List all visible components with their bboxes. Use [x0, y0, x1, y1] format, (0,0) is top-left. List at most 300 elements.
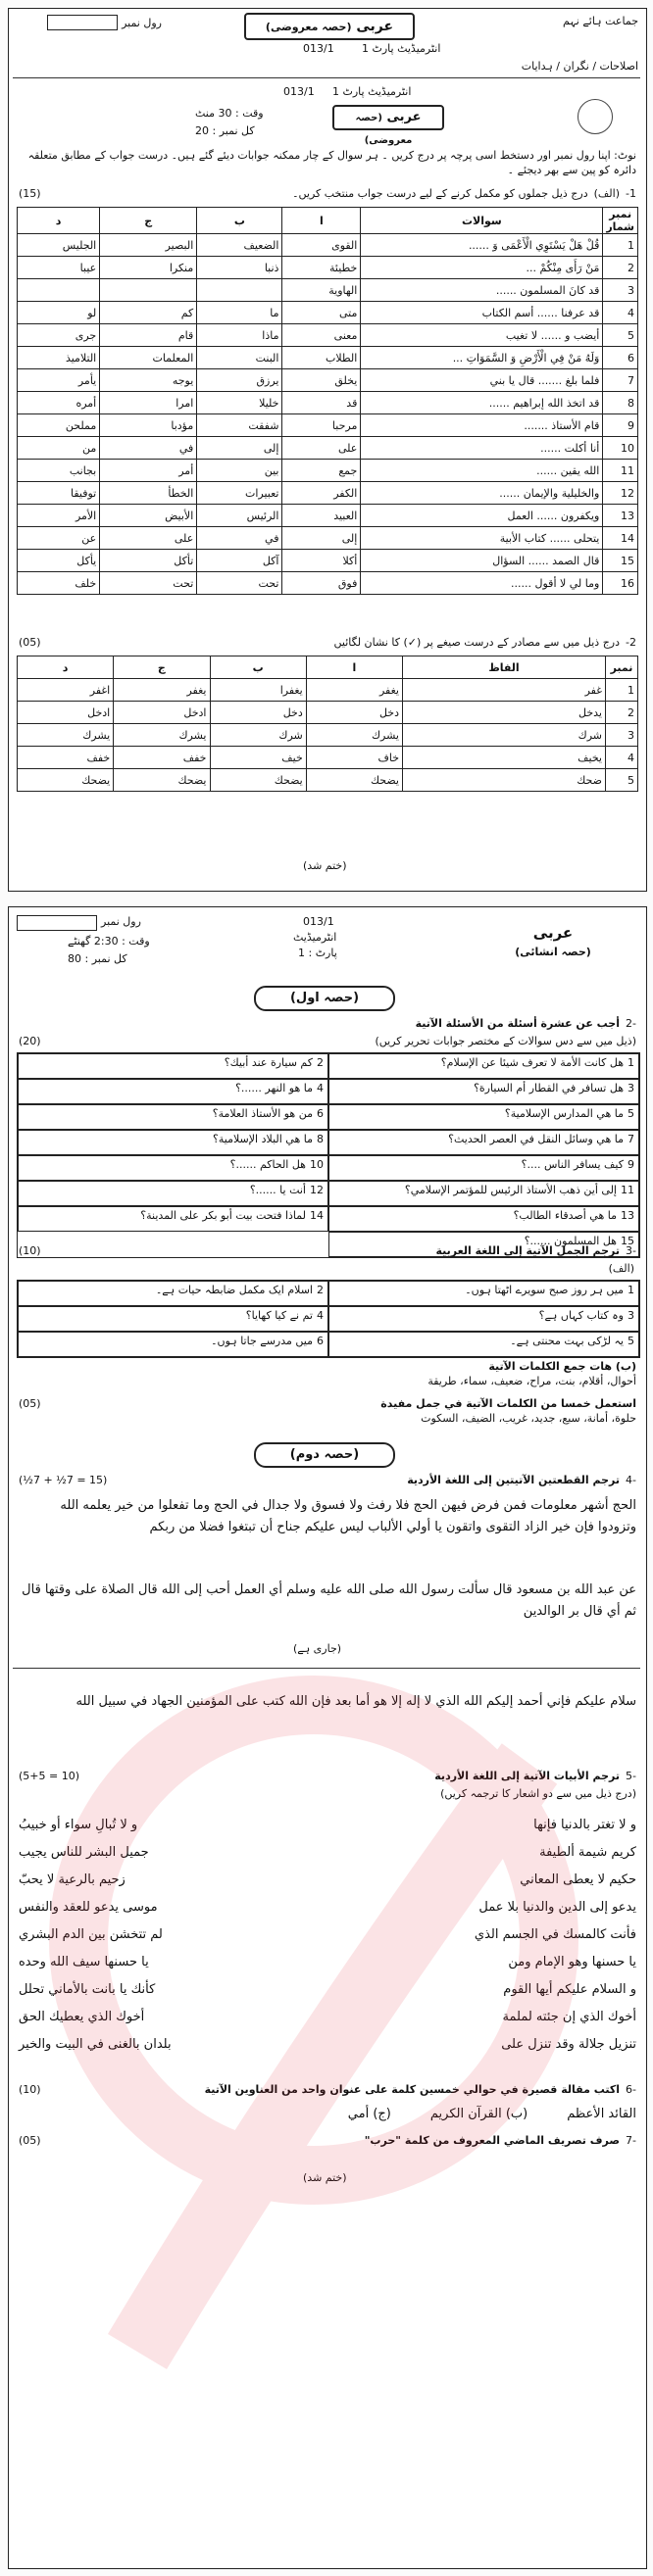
q1-opt-b: شفقت	[197, 414, 282, 437]
question-text: هل المسلمون ......؟	[524, 1235, 617, 1247]
q1-row	[18, 369, 638, 392]
question-number: 8	[317, 1133, 324, 1145]
q1-opt-c: قام	[100, 324, 197, 347]
q1-opt-b: خليلا	[197, 392, 282, 414]
question-text: من هو الأستاذ العلامة؟	[212, 1107, 313, 1120]
q1-opt-b: الضعيف	[197, 234, 282, 257]
q2-word: ضحك	[403, 769, 606, 792]
q2-opt-c: يشرك	[114, 724, 210, 747]
q1-num: 14	[603, 527, 638, 550]
question-text: هل الحاكم ......؟	[229, 1158, 306, 1171]
question-number: 3	[628, 1082, 634, 1094]
sq5-sub: (درج ذیل میں سے دو اشعار کا ترجمہ کریں)	[440, 1787, 636, 1800]
q2-num: 2	[606, 702, 638, 724]
sq6-options: القائد الأعظم (ب) القرآن الكريم (ج) أمي	[347, 2107, 636, 2121]
question-text: میں مدرسے جاتا ہوں۔	[211, 1335, 313, 1347]
q1-opt-b: آكل	[197, 550, 282, 572]
q1-row	[18, 527, 638, 550]
subj-end: (ختم شد)	[303, 2171, 347, 2184]
q1-opt-c: تحت	[100, 572, 197, 595]
q1-num: 8	[603, 392, 638, 414]
q1-opt-a: خطيئة	[282, 257, 361, 279]
q1-opt-b: في	[197, 527, 282, 550]
question-item	[18, 1079, 328, 1104]
q2-num: 5	[606, 769, 638, 792]
q1-question: الله يقين ......	[361, 460, 603, 482]
q1-opt-c: يوجه	[100, 369, 197, 392]
sq2-sub: (ذیل میں سے دس سوالات کے مختصر جوابات تحریر کریں) (20)	[19, 1035, 636, 1047]
q2-opt-b: شرك	[210, 724, 306, 747]
q1-opt-a: العبيد	[282, 505, 361, 527]
q1-question: والخليلية والإيمان ......	[361, 482, 603, 505]
question-number: 1	[628, 1284, 634, 1296]
question-item	[18, 1104, 328, 1130]
q1-text: درج ذیل جملوں کو مکمل کرنے کے لیے درست جواب منتخب کریں۔	[292, 187, 588, 200]
q1-row	[18, 347, 638, 369]
poem-verse	[19, 1948, 636, 1975]
sq6-heading: -6 اكتب مقالة قصيرة في حوالي خمسين كلمة على عنوان واحد من العناوين الآتية (10)	[19, 2083, 636, 2096]
sq3c: استعمل خمسا من الكلمات الآتية في جمل مفيدة (05) حلوة، أمانة، سبع، جديد، غريب، الضيف، السكوت	[19, 1397, 636, 1425]
q2-marks: (05)	[19, 636, 41, 649]
q1-opt-c	[100, 279, 197, 302]
q2-opt-a: يضحك	[306, 769, 402, 792]
question-item	[18, 1206, 328, 1232]
q1-opt-a: يخلق	[282, 369, 361, 392]
question-number: 5	[628, 1335, 634, 1347]
q1-opt-a: إلى	[282, 527, 361, 550]
obj-title: عربی (حصہ معروضی)	[332, 105, 444, 130]
q1-opt-c: امرا	[100, 392, 197, 414]
q2-word: يخيف	[403, 747, 606, 769]
part2-title: (حصہ دوم)	[254, 1442, 395, 1468]
obj-time: وقت : 30 منٹ	[195, 107, 264, 120]
subj-roll: رول نمبر	[17, 915, 141, 931]
question-number: 10	[310, 1158, 324, 1171]
q2-opt-c: ادخل	[114, 702, 210, 724]
q1-opt-b: يرزق	[197, 369, 282, 392]
question-item	[18, 1332, 328, 1357]
question-number: 15	[621, 1235, 634, 1247]
question-number: 4	[317, 1082, 324, 1094]
q1-question: قُلْ هَلْ يَسْتَوِي الْأَعْمَى وَ ......	[361, 234, 603, 257]
question-text: میں ہر روز صبح سویرے اٹھتا ہوں۔	[465, 1284, 624, 1296]
q1-question: فلما بلغ ....... قال يا بني	[361, 369, 603, 392]
q1-opt-c: المعلمات	[100, 347, 197, 369]
question-item	[18, 1306, 328, 1332]
q2-opt-a: يغفر	[306, 679, 402, 702]
question-item	[328, 1104, 639, 1130]
q2-opt-d: ادخل	[18, 702, 114, 724]
col-num: نمبر شمار	[603, 208, 638, 234]
q2-word: يدخل	[403, 702, 606, 724]
top-header-roll	[15, 15, 162, 30]
question-text: ما هي المدارس الإسلامية؟	[504, 1107, 624, 1120]
q1-opt-b	[197, 279, 282, 302]
q2-header-row	[18, 656, 638, 679]
q2-word: شرك	[403, 724, 606, 747]
question-text: اسلام ایک مکمل ضابطہ حیات ہے۔	[155, 1284, 313, 1296]
poem-verse	[19, 2003, 636, 2030]
question-number: 1	[628, 1056, 634, 1069]
verse-first-half: فأنت كالمسك في الجسم الذي	[474, 1926, 636, 1942]
q1-opt-c: على	[100, 527, 197, 550]
q2-body	[18, 679, 638, 792]
question-item	[18, 1130, 328, 1155]
question-number: 11	[621, 1184, 634, 1196]
q1-opt-a: الكفر	[282, 482, 361, 505]
sq3b: (ب) هات جمع الكلمات الآتية أحوال، أقلام، بنت، مراح، ضعيف، سماء، طريقة	[427, 1360, 636, 1387]
paper-code: 013/1	[303, 42, 334, 55]
q1-question: وما لي لا أقول ......	[361, 572, 603, 595]
q1-opt-d: خلف	[18, 572, 100, 595]
q2-num: 4	[606, 747, 638, 769]
board-line: جماعت ہائے نہم	[563, 15, 638, 27]
q1-opt-b: ذنبا	[197, 257, 282, 279]
q1-row	[18, 279, 638, 302]
col-a: ا	[282, 208, 361, 234]
question-item	[328, 1155, 639, 1181]
q1-opt-d: مملحن	[18, 414, 100, 437]
q1-opt-a: مرحبا	[282, 414, 361, 437]
question-item	[18, 1155, 328, 1181]
q2-col-num: نمبر	[606, 656, 638, 679]
question-text: كم سيارة عند أبيك؟	[224, 1056, 313, 1069]
q1-question: وَلَهُ مَنْ فِي الْأَرْضِ وَ السَّمَوَاتِ ...	[361, 347, 603, 369]
q1-opt-b: ماذا	[197, 324, 282, 347]
subj-time: وقت : 2:30 گھنٹے	[68, 935, 150, 948]
q1-opt-d: أمره	[18, 392, 100, 414]
sq2-heading: -2 أجب عن عشرة أسئلة من الأسئلة الآتية	[415, 1017, 636, 1030]
q1-row	[18, 234, 638, 257]
poem-verse	[19, 1866, 636, 1893]
q1-row	[18, 414, 638, 437]
q1-question: مَنْ رَأَى مِنْكُمْ ...	[361, 257, 603, 279]
q1-opt-b: بين	[197, 460, 282, 482]
poem-verse	[19, 1811, 636, 1838]
q1-num: 7	[603, 369, 638, 392]
verse-second-half: يا حسنها سيف الله وحده	[19, 1954, 149, 1969]
q1-table	[17, 207, 638, 595]
q2-opt-c: يغفر	[114, 679, 210, 702]
question-number: 6	[317, 1335, 324, 1347]
q1-opt-b: تحت	[197, 572, 282, 595]
q2-col-word: الفاظ	[403, 656, 606, 679]
q1-opt-d: عيبا	[18, 257, 100, 279]
q2-opt-c: خفف	[114, 747, 210, 769]
q1-opt-c: كم	[100, 302, 197, 324]
subj-test: انٹرمیڈیٹ	[293, 931, 337, 944]
q2-row	[18, 769, 638, 792]
q2-num: 3	[606, 724, 638, 747]
question-item	[328, 1079, 639, 1104]
q1-opt-a: قد	[282, 392, 361, 414]
q2-num: 1	[606, 679, 638, 702]
obj-marks: کل نمبر : 20	[195, 124, 255, 137]
question-text: ما هو النهر ......؟	[235, 1082, 313, 1094]
sq4-heading: -4 ترجم القطعتين الآتيتين إلى اللغة الأردية (15 = 7½ + 7½)	[19, 1474, 636, 1486]
poem-verse	[19, 1893, 636, 1920]
q2-opt-a: خاف	[306, 747, 402, 769]
question-text: هل تسافر في القطار أم السيارة؟	[474, 1082, 624, 1094]
obj-note: نوٹ: اپنا رول نمبر اور دستخط اسی پرچہ پر درج کریں ۔ ہر سوال کے چار ممکنہ جوابات دیئے گئے ہیں۔ درست جواب کے مطابق متعلقہ دائرہ کو پین سے بھر دیجئے ۔	[27, 149, 636, 176]
sq3-grid	[17, 1280, 640, 1358]
q2-opt-a: يشرك	[306, 724, 402, 747]
q1-row	[18, 572, 638, 595]
q1-num: 1	[603, 234, 638, 257]
verse-first-half: يا حسنها وهو الإمام ومن	[508, 1954, 636, 1969]
poem-block	[19, 1811, 636, 2058]
q2-row	[18, 747, 638, 769]
question-number: 3	[628, 1309, 634, 1322]
q1-num: 12	[603, 482, 638, 505]
question-text: ما هي البلاد الإسلامية؟	[213, 1133, 313, 1145]
q1-opt-b: البنت	[197, 347, 282, 369]
poem-verse	[19, 2030, 636, 2058]
q2-row	[18, 702, 638, 724]
question-item	[328, 1281, 639, 1306]
q2-opt-b: يغفرا	[210, 679, 306, 702]
q2-label: 2-	[626, 636, 636, 649]
q1-row	[18, 324, 638, 347]
verse-first-half: تنزيل جلالة وقد تنزل على	[501, 2036, 636, 2052]
q1-row	[18, 302, 638, 324]
q1-heading	[19, 187, 636, 200]
obj-code: 013/1	[283, 85, 315, 98]
q2-table	[17, 656, 638, 792]
subject-title: عربی (حصہ معروضی)	[244, 13, 415, 40]
q1-opt-d	[18, 279, 100, 302]
verse-second-half: زحيم بالرعية لا يحبّ	[19, 1871, 126, 1887]
q2-row	[18, 724, 638, 747]
poem-verse	[19, 1975, 636, 2003]
q1-question: أنا أكلت ......	[361, 437, 603, 460]
q1-opt-b: الرئيس	[197, 505, 282, 527]
subj-title: عربی (حصہ انشائی)	[515, 924, 591, 958]
question-number: 2	[317, 1056, 324, 1069]
col-d: د	[18, 208, 100, 234]
question-number: 2	[317, 1284, 324, 1296]
test-name: انٹرمیڈیٹ پارٹ 1	[362, 42, 441, 55]
sq3-heading: -3 ترجم الجمل الآتية إلى اللغة العربية (10)	[19, 1244, 636, 1257]
q1-opt-d: بجانب	[18, 460, 100, 482]
q1-body	[18, 234, 638, 595]
col-b: ب	[197, 208, 282, 234]
q2-col-d: د	[18, 656, 114, 679]
q2-opt-d: اغفر	[18, 679, 114, 702]
obj-end: (ختم شد)	[303, 859, 347, 872]
q1-question: قد كانَ المسلمون ......	[361, 279, 603, 302]
q1-num: 16	[603, 572, 638, 595]
obj-test: انٹرمیڈیٹ پارٹ 1	[332, 85, 412, 98]
verse-second-half: جميل البشر للناس يجيب	[19, 1844, 149, 1860]
question-item	[328, 1206, 639, 1232]
subj-marks: کل نمبر : 80	[68, 952, 127, 965]
q1-opt-a: أكلا	[282, 550, 361, 572]
q1-opt-a: الهاوية	[282, 279, 361, 302]
q2-heading	[19, 636, 636, 649]
question-item	[328, 1130, 639, 1155]
q1-opt-c: منكرا	[100, 257, 197, 279]
verse-second-half: و لا تُبالِ سواء أو خبيبُ	[19, 1817, 138, 1832]
q1-row	[18, 550, 638, 572]
verse-first-half: أخوك الذي إن جئته لملمة	[502, 2009, 636, 2024]
verse-first-half: يدعو إلى الدين والدنيا بلا عمل	[478, 1899, 636, 1915]
q1-row	[18, 460, 638, 482]
q1-question: ويكفرون ...... العمل	[361, 505, 603, 527]
verse-second-half: كأنك يا بانت بالأماني تحلل	[19, 1981, 156, 1997]
verse-first-half: حكيم لا يعطى المعاني	[520, 1871, 636, 1887]
q1-row	[18, 482, 638, 505]
question-item	[18, 1181, 328, 1206]
question-number: 12	[310, 1184, 324, 1196]
q1-opt-d: يأكل	[18, 550, 100, 572]
q1-label: 1-	[626, 187, 636, 200]
question-item	[328, 1181, 639, 1206]
question-text: ما هي أصدقاء الطالب؟	[513, 1209, 617, 1222]
board-seal	[578, 99, 613, 134]
verse-second-half: بلدان بالغنى في البيت والخير	[19, 2036, 172, 2052]
q2-col-c: ج	[114, 656, 210, 679]
q1-question: قد عرفنا ...... أسم الكتاب	[361, 302, 603, 324]
q1-row	[18, 257, 638, 279]
question-text: إلى أين ذهب الأستاذ الرئيس للمؤتمر الإسلامي؟	[404, 1184, 617, 1196]
q1-opt-c: في	[100, 437, 197, 460]
q1-question: قام الأستاذ .......	[361, 414, 603, 437]
q1-opt-d: عن	[18, 527, 100, 550]
sq4-i: الحج أشهر معلومات فمن فرض فيهن الحج فلا رفث ولا فسوق ولا جدال في الحج وما تفعلوا من خير يعلمه الله وتزودوا فإن خير الزاد التقوى واتقون يا أولي الألباب ليس عليكم جناح أن تبتغوا فضلا من ربكم	[60, 1498, 636, 1534]
question-item	[328, 1332, 639, 1357]
q1-opt-b: ما	[197, 302, 282, 324]
roll-label: رول نمبر	[122, 16, 162, 29]
part1-title: (حصہ اول)	[254, 986, 395, 1011]
col-question: سوالات	[361, 208, 603, 234]
q1-opt-b: إلى	[197, 437, 282, 460]
verse-first-half: كريم شيمة ألطيفة	[539, 1844, 636, 1860]
sq2-grid	[17, 1052, 640, 1258]
question-number: 6	[317, 1107, 324, 1120]
q1-opt-a: متى	[282, 302, 361, 324]
q1-num: 9	[603, 414, 638, 437]
q1-opt-d: التلاميذ	[18, 347, 100, 369]
subj-roll-box	[17, 915, 97, 931]
q1-opt-a: القوى	[282, 234, 361, 257]
q2-opt-d: يشرك	[18, 724, 114, 747]
q1-num: 13	[603, 505, 638, 527]
q1-opt-a: فوق	[282, 572, 361, 595]
question-text: یہ لڑکی بہت محنتی ہے۔	[510, 1335, 624, 1347]
subjective-sheet	[8, 906, 647, 2569]
verse-second-half: أخوك الذي يعطيك الحق	[19, 2009, 145, 2024]
q1-opt-d: الجليس	[18, 234, 100, 257]
q1-part: (الف)	[593, 187, 621, 200]
q1-question: أيضب و ...... لا تغيب	[361, 324, 603, 347]
q1-question: قال الصمد ...... السؤال	[361, 550, 603, 572]
question-number: 13	[621, 1209, 634, 1222]
poem-verse	[19, 1838, 636, 1866]
question-text: ما هي وسائل النقل في العصر الحديث؟	[448, 1133, 624, 1145]
sq4-iii: سلام عليكم فإني أحمد إليكم الله الذي لا إله إلا هو أما بعد فإن الله كتب على المؤمنين الجهاد في سبيل الله	[75, 1694, 636, 1709]
q2-opt-a: دخل	[306, 702, 402, 724]
q1-marks: (15)	[19, 187, 41, 200]
question-item	[18, 1053, 328, 1079]
q1-opt-c: تأكل	[100, 550, 197, 572]
question-number: 7	[628, 1133, 634, 1145]
q1-opt-a: الطلاب	[282, 347, 361, 369]
question-item	[328, 1306, 639, 1332]
q1-opt-c: البصير	[100, 234, 197, 257]
sq4-ii: عن عبد الله بن مسعود قال سألت رسول الله صلى الله عليه وسلم أي العمل أحب إلى الله قال الصلاة على وقتها قال ثم أي قال بر الوالدين	[22, 1582, 636, 1619]
q1-num: 11	[603, 460, 638, 482]
q1-num: 4	[603, 302, 638, 324]
question-text: وہ کتاب کہاں ہے؟	[538, 1309, 624, 1322]
q1-opt-c: أمر	[100, 460, 197, 482]
q2-opt-b: يضحك	[210, 769, 306, 792]
subj-code: 013/1	[303, 915, 334, 928]
q1-opt-a: جمع	[282, 460, 361, 482]
q1-row	[18, 505, 638, 527]
q2-col-b: ب	[210, 656, 306, 679]
q1-opt-d: لو	[18, 302, 100, 324]
q2-text: درج ذیل میں سے مصادر کے درست صیغے پر (✓) کا نشان لگائیں	[333, 636, 621, 649]
q1-opt-d: جرى	[18, 324, 100, 347]
instruction-line: اصلاحات / نگران / ہدایات	[521, 60, 638, 73]
q2-row	[18, 679, 638, 702]
q1-opt-d: توفيقا	[18, 482, 100, 505]
q1-num: 15	[603, 550, 638, 572]
header-divider	[13, 77, 640, 78]
q1-row	[18, 437, 638, 460]
question-number: 9	[628, 1158, 634, 1171]
q1-opt-c: الأبيض	[100, 505, 197, 527]
q2-opt-c: يضحك	[114, 769, 210, 792]
question-number: 5	[628, 1107, 634, 1120]
roll-box	[47, 15, 118, 30]
q2-opt-b: دخل	[210, 702, 306, 724]
q2-word: غفر	[403, 679, 606, 702]
q1-opt-b: تعبيرات	[197, 482, 282, 505]
mid-divider	[13, 1668, 640, 1669]
q2-opt-b: خيف	[210, 747, 306, 769]
verse-first-half: و لا تغتر بالدنيا فإنها	[533, 1817, 636, 1832]
sq3-part: (الف)	[608, 1262, 634, 1275]
question-text: أنت يا ......؟	[249, 1184, 306, 1196]
q1-opt-d: من	[18, 437, 100, 460]
subj-part: پارٹ : 1	[298, 947, 337, 959]
question-number: 4	[317, 1309, 324, 1322]
col-c: ج	[100, 208, 197, 234]
question-item	[18, 1281, 328, 1306]
q1-num: 3	[603, 279, 638, 302]
q1-num: 6	[603, 347, 638, 369]
q1-question: قد اتخذ الله إبراهيم ......	[361, 392, 603, 414]
question-number: 14	[310, 1209, 324, 1222]
q1-opt-a: معنى	[282, 324, 361, 347]
question-item	[328, 1053, 639, 1079]
q2-col-a: ا	[306, 656, 402, 679]
q1-num: 2	[603, 257, 638, 279]
poem-verse	[19, 1920, 636, 1948]
q2-opt-d: يضحك	[18, 769, 114, 792]
q1-row	[18, 392, 638, 414]
question-text: كيف يسافر الناس ....؟	[521, 1158, 624, 1171]
q1-question: يتحلى ...... كتاب الأبية	[361, 527, 603, 550]
question-text: هل كانت الأمة لا تعرف شيئا عن الإسلام؟	[440, 1056, 624, 1069]
continue-note: (جاری ہے)	[293, 1642, 342, 1655]
q1-num: 10	[603, 437, 638, 460]
q1-opt-c: الخطأ	[100, 482, 197, 505]
q1-opt-a: على	[282, 437, 361, 460]
verse-second-half: لم تتخشن بين الدم البشري	[19, 1926, 163, 1942]
